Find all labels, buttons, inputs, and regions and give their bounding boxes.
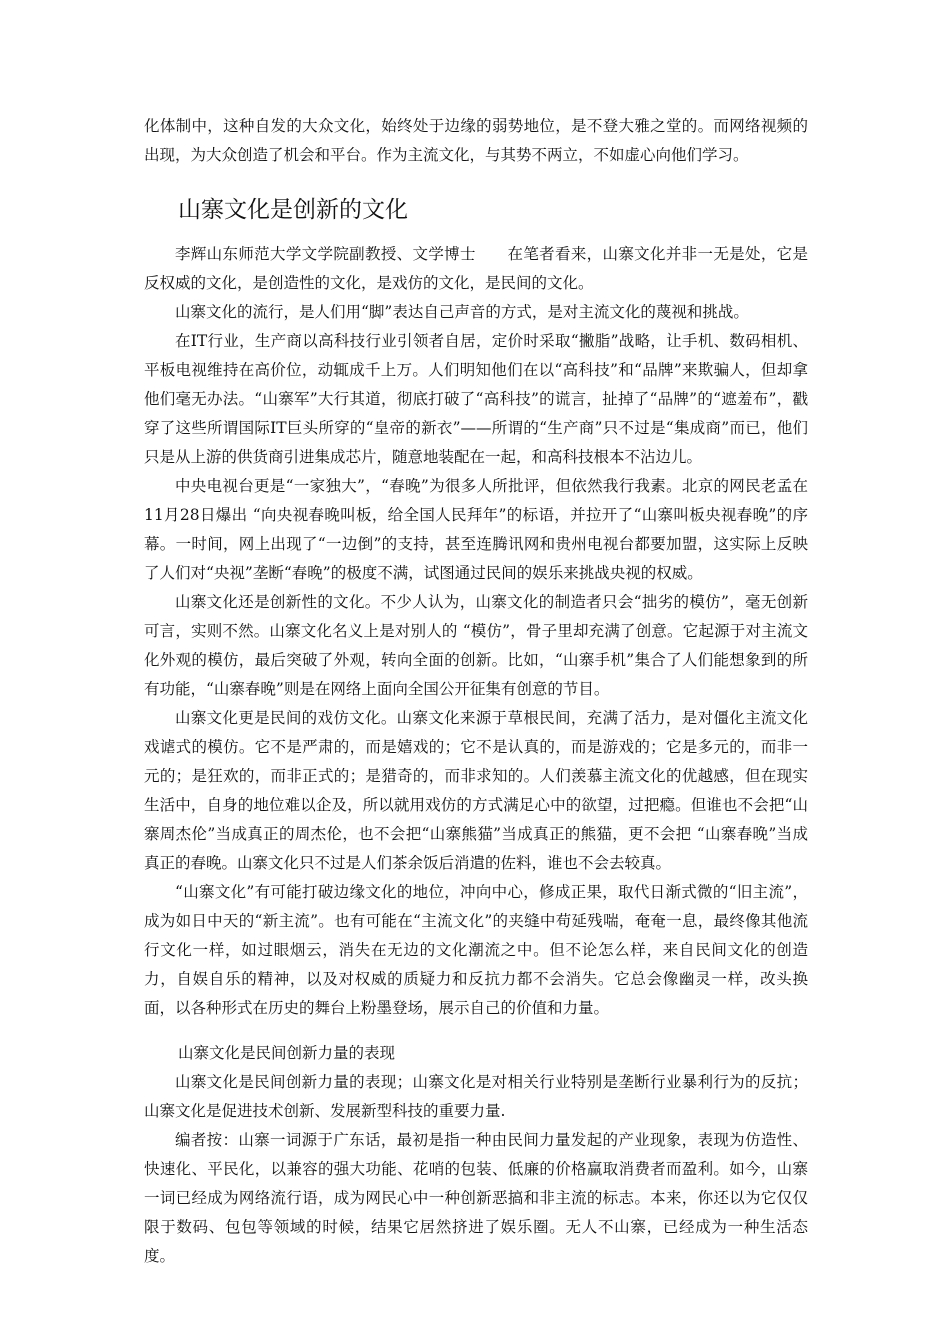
body-paragraph: 李辉山东师范大学文学院副教授、文学博士 在笔者看来，山寨文化并非一无是处，它是反权威的文化，是创造性的文化，是戏仿的文化，是民间的文化。 [144,245,808,292]
body-paragraph: 中央电视台更是“一家独大”，“春晚”为很多人所批评，但依然我行我素。北京的网民老孟在11月28日爆出 “向央视春晚叫板，给全国人民拜年”的标语，并拉开了“山寨叫板央视春晚”的序幕。一时间，网上出现了“一边倒”的支持，甚至连腾讯网和贵州电视台都要加盟，这实际上反映了人们对“央视”垄断“春晚”的极度不满，试图通过民间的娱乐来挑战央视的权威。 [144,477,808,582]
body-paragraph: 山寨文化更是民间的戏仿文化。山寨文化来源于草根民间，充满了活力，是对僵化主流文化戏谑式的模仿。它不是严肃的，而是嬉戏的；它不是认真的，而是游戏的；它是多元的，而非一元的；是狂欢的，而非正式的；是猎奇的，而非求知的。人们羡慕主流文化的优越感，但在现实生活中，自身的地位难以企及，所以就用戏仿的方式满足心中的欲望，过把瘾。但谁也不会把“山寨周杰伦”当成真正的周杰伦，也不会把“山寨熊猫”当成真正的熊猫，更不会把 “山寨春晚”当成真正的春晚。山寨文化只不过是人们茶余饭后消遣的佐料，谁也不会去较真。 [144,709,808,872]
section-heading-folk-innovation: 山寨文化是民间创新力量的表现 [178,1044,396,1062]
section-heading-innovative-culture: 山寨文化是创新的文化 [178,197,408,223]
section-spacer [144,1023,808,1039]
document-page [144,112,808,1271]
intro-paragraph: 化体制中，这种自发的大众文化，始终处于边缘的弱势地位，是不登大雅之堂的。而网络视频的出现，为大众创造了机会和平台。作为主流文化，与其势不两立，不如虚心向他们学习。 [144,117,808,164]
body-paragraph: “山寨文化”有可能打破边缘文化的地位，冲向中心，修成正果，取代日渐式微的“旧主流”，成为如日中天的“新主流”。也有可能在“主流文化”的夹缝中苟延残喘，奄奄一息，最终像其他流行文化一样，如过眼烟云，消失在无边的文化潮流之中。但不论怎么样，来自民间文化的创造力，自娱自乐的精神，以及对权威的质疑力和反抗力都不会消失。它总会像幽灵一样，改头换面，以各种形式在历史的舞台上粉墨登场，展示自己的价值和力量。 [144,883,808,1017]
body-paragraph: 在IT行业，生产商以高科技行业引领者自居，定价时采取“撇脂”战略，让手机、数码相机、平板电视维持在高价位，动辄成千上万。人们明知他们在以“高科技”和“品牌”来欺骗人，但却拿他们毫无办法。“山寨军”大行其道，彻底打破了“高科技”的谎言，扯掉了“品牌”的“遮羞布”，戳穿了这些所谓国际IT巨头所穿的“皇帝的新衣”——所谓的“生产商”只不过是“集成商”而已，他们只是从上游的供货商引进集成芯片，随意地装配在一起，和高科技根本不沾边儿。 [144,332,808,466]
body-paragraph: 山寨文化是民间创新力量的表现；山寨文化是对相关行业特别是垄断行业暴利行为的反抗；山寨文化是促进技术创新、发展新型科技的重要力量. [144,1073,808,1120]
editor-note-paragraph: 编者按：山寨一词源于广东话，最初是指一种由民间力量发起的产业现象，表现为仿造性、快速化、平民化，以兼容的强大功能、花哨的包装、低廉的价格赢取消费者而盈利。如今，山寨一词已经成为网络流行语，成为网民心中一种创新恶搞和非主流的标志。本来，你还以为它仅仅限于数码、包包等领域的时候，结果它居然挤进了娱乐圈。无人不山寨，已经成为一种生活态度。 [144,1131,808,1265]
body-paragraph: 山寨文化还是创新性的文化。不少人认为，山寨文化的制造者只会“拙劣的模仿”，毫无创新可言，实则不然。山寨文化名义上是对别人的 “模仿”，骨子里却充满了创意。它起源于对主流文化外观的模仿，最后突破了外观，转向全面的创新。比如，“山寨手机”集合了人们能想象到的所有功能，“山寨春晚”则是在网络上面向全国公开征集有创意的节目。 [144,593,808,698]
body-paragraph: 山寨文化的流行，是人们用“脚”表达自己声音的方式，是对主流文化的蔑视和挑战。 [175,303,749,321]
